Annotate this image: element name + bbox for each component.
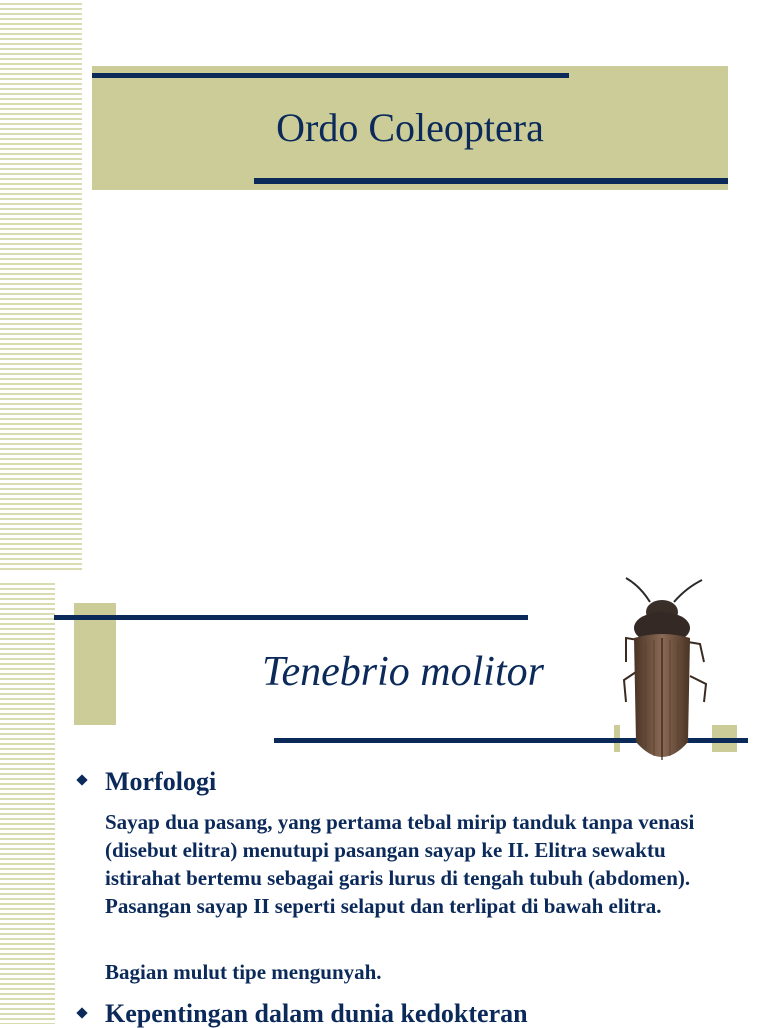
striped-margin-decoration: [0, 0, 82, 572]
beetle-photo: [612, 572, 712, 772]
body-paragraph: Bagian mulut tipe mengunyah.: [105, 960, 382, 984]
title-accent-line-bottom: [254, 178, 728, 184]
striped-margin-decoration-2: [0, 580, 55, 1024]
subtitle-accent-line-top: [54, 615, 528, 620]
title-accent-line-top: [92, 73, 569, 78]
slide-subtitle: Tenebrio molitor: [262, 649, 544, 695]
diamond-bullet-icon: [76, 774, 87, 785]
khaki-accent-block-left: [74, 603, 116, 725]
bullet-label: Kepentingan dalam dunia kedokteran: [105, 999, 528, 1028]
body-paragraph: Sayap dua pasang, yang pertama tebal mirip tanduk tanpa venasi (disebut elitra) menutupi pasangan sayap ke II. Elitra sewaktu istirahat bertemu sebagai garis lurus di tengah tubuh (abdomen). Pasangan sayap II seperti selaput dan terlipat di bawah elitra.: [105, 810, 695, 918]
slide-title: Ordo Coleoptera: [276, 105, 544, 150]
diamond-bullet-icon: [76, 1007, 87, 1018]
bullet-label: Morfologi: [105, 767, 217, 796]
